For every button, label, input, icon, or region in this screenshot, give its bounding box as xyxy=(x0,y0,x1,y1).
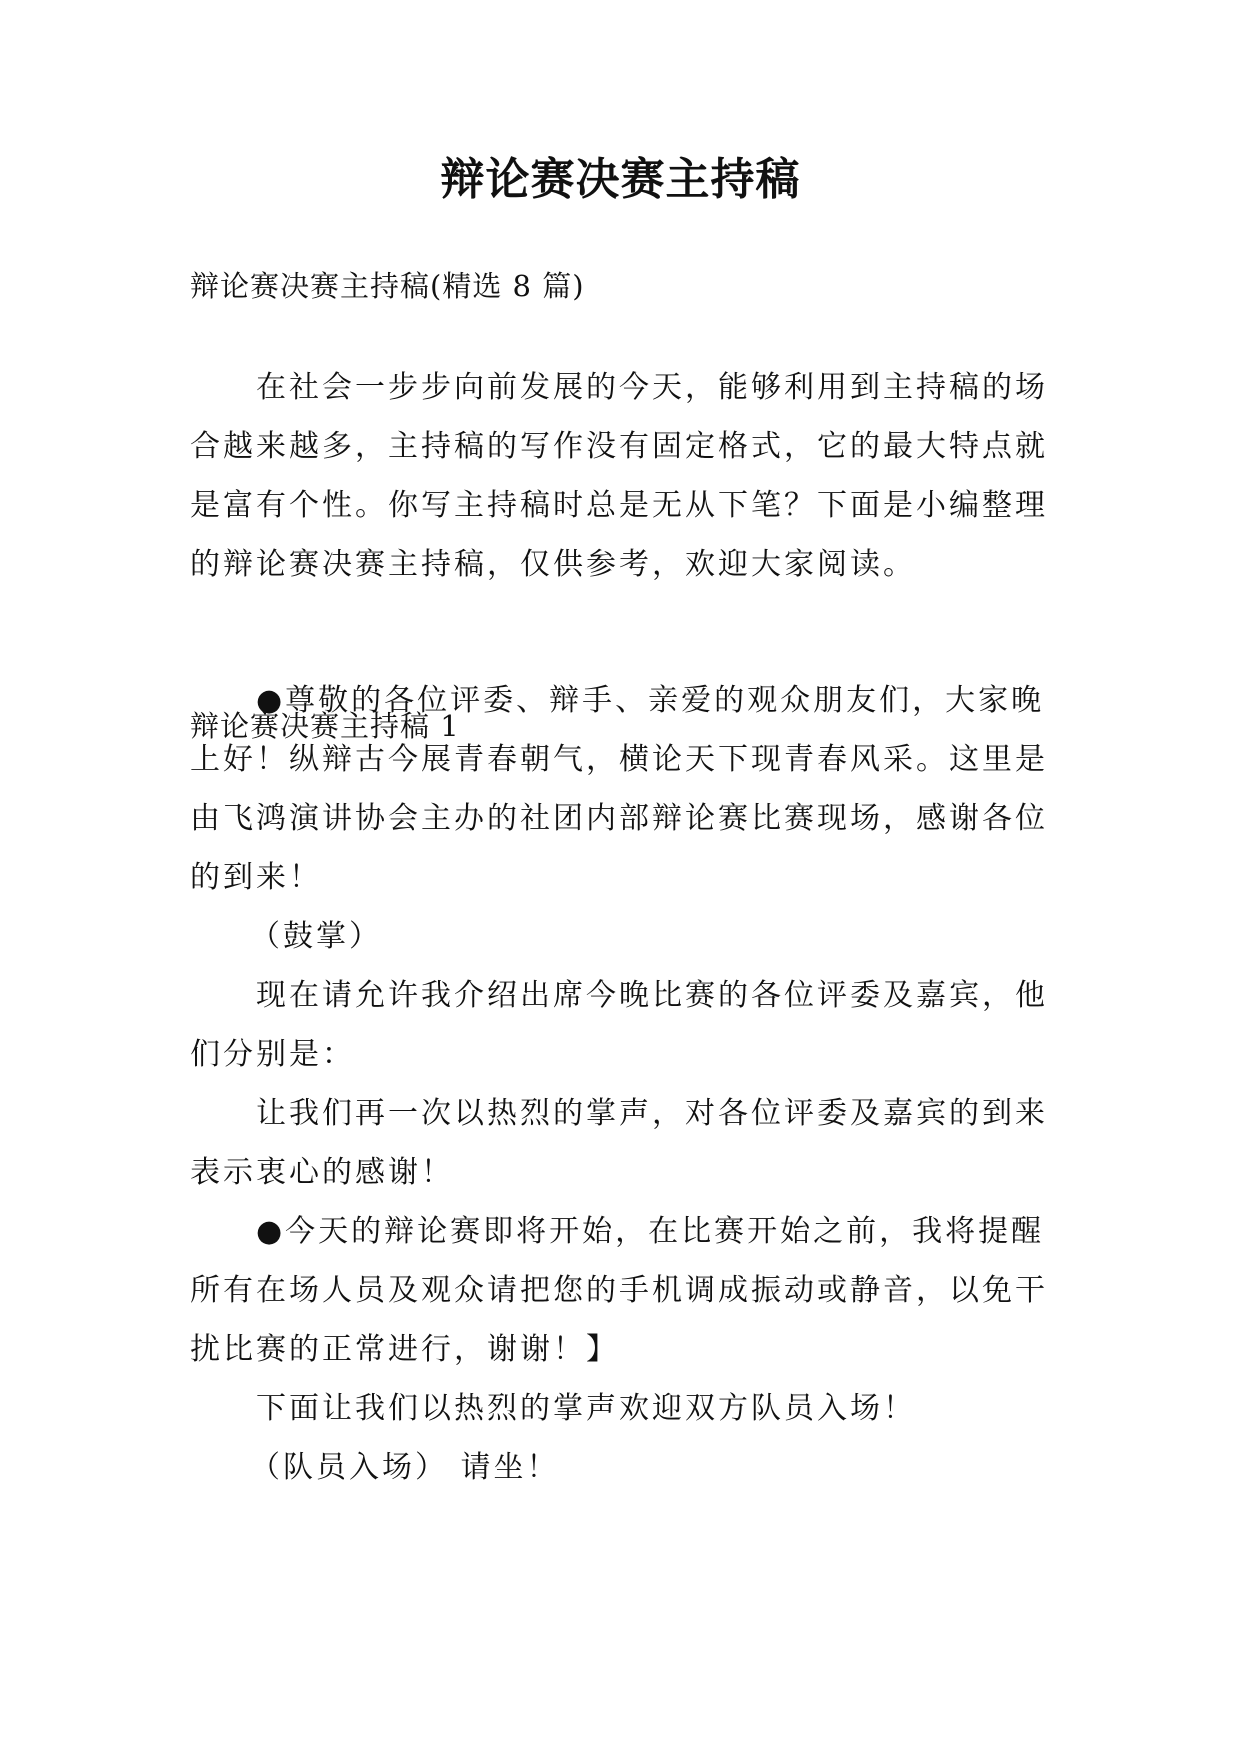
intro-block xyxy=(190,358,1050,594)
document-title: 辩论赛决赛主持稿 xyxy=(440,154,801,205)
document-subtitle: 辩论赛决赛主持稿(精选 8 篇) xyxy=(190,269,585,303)
body-paragraph: 现在请允许我介绍出席今晚比赛的各位评委及嘉宾，他们分别是： xyxy=(190,978,1048,1072)
body-paragraph: 让我们再一次以热烈的掌声，对各位评委及嘉宾的到来表示衷心的感谢！ xyxy=(190,1096,1048,1190)
body-block xyxy=(190,671,1050,1497)
body-paragraph: （队员入场） 请坐！ xyxy=(250,1450,560,1485)
body-paragraph: ●今天的辩论赛即将开始，在比赛开始之前，我将提醒所有在场人员及观众请把您的手机调成振动或静音，以免干扰比赛的正常进行，谢谢！】 xyxy=(190,1214,1048,1367)
body-paragraph: 下面让我们以热烈的掌声欢迎双方队员入场！ xyxy=(256,1391,916,1426)
intro-paragraph: 在社会一步步向前发展的今天，能够利用到主持稿的场合越来越多，主持稿的写作没有固定格式，它的最大特点就是富有个性。你写主持稿时总是无从下笔？下面是小编整理的辩论赛决赛主持稿，仅供参考，欢迎大家阅读。 xyxy=(190,370,1048,582)
body-paragraph: （鼓掌） xyxy=(250,919,382,954)
body-paragraph: ●尊敬的各位评委、辩手、亲爱的观众朋友们，大家晚上好！纵辩古今展青春朝气，横论天下现青春风采。这里是由飞鸿演讲协会主办的社团内部辩论赛比赛现场，感谢各位的到来！ xyxy=(190,683,1048,895)
section-heading: 辩论赛决赛主持稿 1 xyxy=(190,709,460,743)
